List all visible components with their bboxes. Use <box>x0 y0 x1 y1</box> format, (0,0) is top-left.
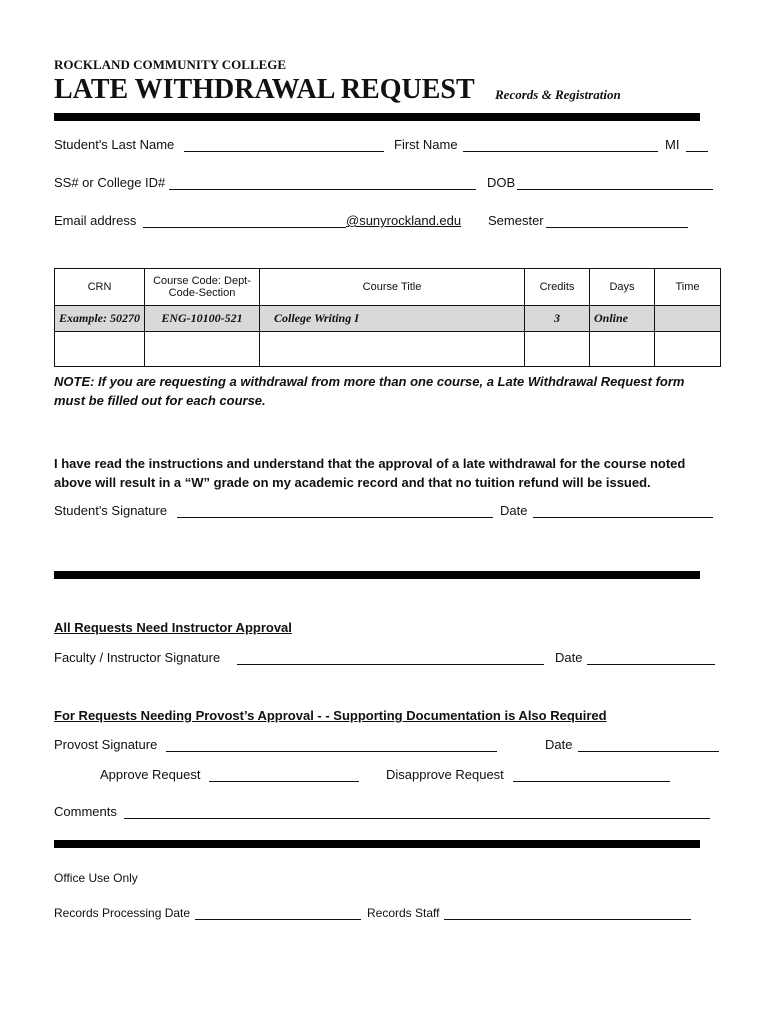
form-subtitle: Records & Registration <box>495 87 621 102</box>
semester-field[interactable] <box>546 227 688 228</box>
records-staff-field[interactable] <box>444 919 691 920</box>
mi-label: MI <box>665 137 680 152</box>
header-course-title: Course Title <box>260 269 525 306</box>
provost-heading: For Requests Needing Provost’s Approval - - Supporting Documentation is Also Required <box>54 708 607 723</box>
institution-name: ROCKLAND COMMUNITY COLLEGE <box>54 57 287 72</box>
crn-cell[interactable] <box>55 332 145 367</box>
header-course-code: Course Code: Dept-Code-Section <box>145 269 260 306</box>
provost-signature-field[interactable] <box>166 751 497 752</box>
comments-field[interactable] <box>124 818 710 819</box>
disapprove-request-field[interactable] <box>513 781 670 782</box>
student-date-field[interactable] <box>533 517 713 518</box>
multi-course-note: NOTE: If you are requesting a withdrawal from more than one course, a Late Withdrawal Request form must be filled out for each course. <box>54 374 685 408</box>
instructor-heading: All Requests Need Instructor Approval <box>54 620 292 635</box>
approve-request-label: Approve Request <box>100 767 201 782</box>
office-use-heading: Office Use Only <box>54 871 138 885</box>
instructor-date-field[interactable] <box>587 664 715 665</box>
provost-date-field[interactable] <box>578 751 719 752</box>
records-staff-label: Records Staff <box>367 906 440 920</box>
example-row <box>55 306 721 332</box>
time-cell[interactable] <box>655 332 721 367</box>
section-rule <box>54 571 700 579</box>
provost-signature-label: Provost Signature <box>54 737 158 752</box>
email-label: Email address <box>54 213 137 228</box>
header-rule <box>54 113 700 121</box>
course-title-cell[interactable] <box>260 332 525 367</box>
office-rule <box>54 840 700 848</box>
header-credits: Credits <box>525 269 590 306</box>
processing-date-field[interactable] <box>195 919 361 920</box>
example-course-title: College Writing I <box>260 306 525 332</box>
header-days: Days <box>590 269 655 306</box>
comments-label: Comments <box>54 804 117 819</box>
credits-cell[interactable] <box>525 332 590 367</box>
days-cell[interactable] <box>590 332 655 367</box>
provost-date-label: Date <box>545 737 573 752</box>
example-days: Online <box>590 306 655 332</box>
student-date-label: Date <box>500 503 528 518</box>
form-title: LATE WITHDRAWAL REQUEST <box>54 74 475 105</box>
course-code-cell[interactable] <box>145 332 260 367</box>
dob-label: DOB <box>487 175 516 190</box>
table-row <box>55 332 721 367</box>
example-crn: Example: 50270 <box>55 306 145 332</box>
mi-field[interactable] <box>686 151 708 152</box>
student-id-label: SS# or College ID# <box>54 175 166 190</box>
first-name-field[interactable] <box>463 151 658 152</box>
disapprove-request-label: Disapprove Request <box>386 767 504 782</box>
course-table <box>54 268 721 367</box>
example-credits: 3 <box>525 306 590 332</box>
instructor-signature-label: Faculty / Instructor Signature <box>54 650 221 665</box>
example-course-code: ENG-10100-521 <box>145 306 260 332</box>
example-time <box>655 306 721 332</box>
header-crn: CRN <box>55 269 145 306</box>
header-time: Time <box>655 269 721 306</box>
last-name-field[interactable] <box>184 151 384 152</box>
processing-date-label: Records Processing Date <box>54 906 191 920</box>
last-name-label: Student's Last Name <box>54 137 175 152</box>
table-header-row <box>55 269 721 306</box>
email-field[interactable] <box>143 227 346 228</box>
semester-label: Semester <box>488 213 544 228</box>
student-signature-field[interactable] <box>177 517 493 518</box>
student-id-field[interactable] <box>169 189 476 190</box>
first-name-label: First Name <box>394 137 458 152</box>
instructor-date-label: Date <box>555 650 583 665</box>
acknowledgement-text: I have read the instructions and understand that the approval of a late withdrawal for the course noted above will result in a “W” grade on my academic record and that no tuition refund will be issued. <box>54 456 686 490</box>
approve-request-field[interactable] <box>209 781 359 782</box>
student-signature-label: Student's Signature <box>54 503 168 518</box>
instructor-signature-field[interactable] <box>237 664 544 665</box>
dob-field[interactable] <box>517 189 713 190</box>
email-domain: @sunyrockland.edu <box>346 213 462 228</box>
